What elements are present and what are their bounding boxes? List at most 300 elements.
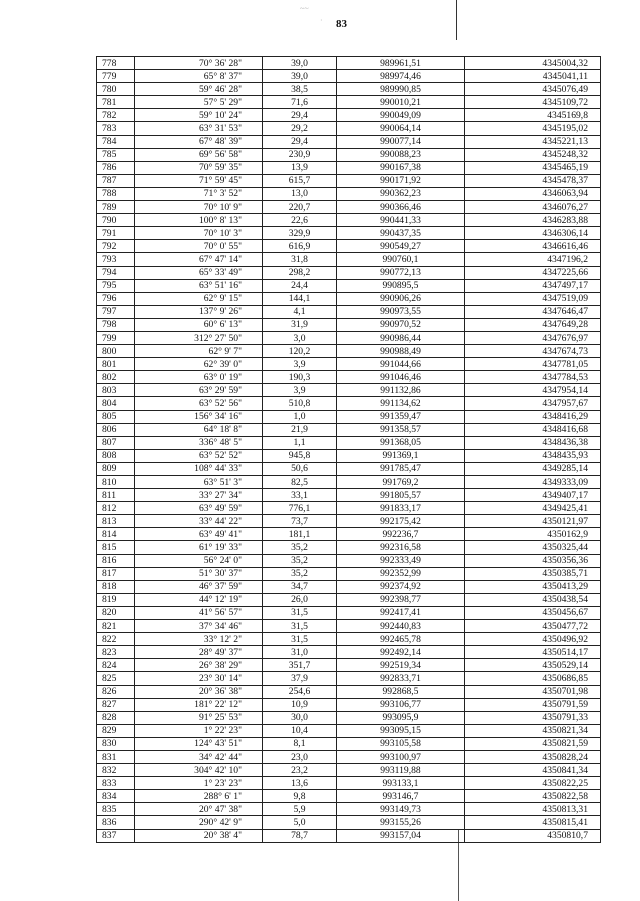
- y-coordinate-cell: 4347781,05: [465, 358, 601, 371]
- bearing-angle-cell: 108° 44' 33": [135, 462, 263, 475]
- bearing-angle-cell: 64° 18' 8": [135, 423, 263, 436]
- y-coordinate-cell: 4350413,29: [465, 580, 601, 593]
- y-coordinate-cell: 4350822,25: [465, 777, 601, 790]
- y-coordinate-cell: 4350686,85: [465, 672, 601, 685]
- x-coordinate-cell: 991368,05: [337, 436, 465, 449]
- y-coordinate-cell: 4350325,44: [465, 541, 601, 554]
- table-row: [97, 685, 601, 698]
- table-row: [97, 790, 601, 803]
- point-number-cell: 803: [97, 384, 135, 397]
- bearing-angle-cell: 20° 36' 38": [135, 685, 263, 698]
- y-coordinate-cell: 4345109,72: [465, 96, 601, 109]
- table-row: [97, 567, 601, 580]
- table-row: [97, 580, 601, 593]
- table-row: [97, 449, 601, 462]
- x-coordinate-cell: 990988,49: [337, 345, 465, 358]
- y-coordinate-cell: 4350821,59: [465, 737, 601, 750]
- point-number-cell: 823: [97, 646, 135, 659]
- bearing-angle-cell: 63° 51' 16": [135, 279, 263, 292]
- x-coordinate-cell: 990010,21: [337, 96, 465, 109]
- distance-cell: 38,5: [263, 83, 337, 96]
- bearing-angle-cell: 70° 59' 35": [135, 161, 263, 174]
- distance-cell: 26,0: [263, 593, 337, 606]
- point-number-cell: 806: [97, 423, 135, 436]
- point-number-cell: 836: [97, 816, 135, 829]
- coordinate-table: [96, 56, 601, 843]
- table-row: [97, 737, 601, 750]
- point-number-cell: 827: [97, 698, 135, 711]
- bearing-angle-cell: 60° 6' 13": [135, 318, 263, 331]
- point-number-cell: 800: [97, 345, 135, 358]
- bearing-angle-cell: 33° 27' 34": [135, 489, 263, 502]
- table-row: [97, 240, 601, 253]
- x-coordinate-cell: 991833,17: [337, 502, 465, 515]
- distance-cell: 945,8: [263, 449, 337, 462]
- y-coordinate-cell: 4350514,17: [465, 646, 601, 659]
- point-number-cell: 797: [97, 305, 135, 318]
- x-coordinate-cell: 992492,14: [337, 646, 465, 659]
- x-coordinate-cell: 991359,47: [337, 410, 465, 423]
- y-coordinate-cell: 4350496,92: [465, 633, 601, 646]
- x-coordinate-cell: 993105,58: [337, 737, 465, 750]
- bearing-angle-cell: 70° 36' 28": [135, 57, 263, 70]
- point-number-cell: 790: [97, 214, 135, 227]
- x-coordinate-cell: 993155,26: [337, 816, 465, 829]
- x-coordinate-cell: 990986,44: [337, 331, 465, 344]
- table-row: [97, 803, 601, 816]
- point-number-cell: 808: [97, 449, 135, 462]
- distance-cell: 29,4: [263, 135, 337, 148]
- y-coordinate-cell: 4345041,11: [465, 70, 601, 83]
- distance-cell: 144,1: [263, 292, 337, 305]
- table-row: [97, 476, 601, 489]
- point-number-cell: 820: [97, 606, 135, 619]
- x-coordinate-cell: 990437,35: [337, 227, 465, 240]
- x-coordinate-cell: 990772,13: [337, 266, 465, 279]
- table-row: [97, 227, 601, 240]
- y-coordinate-cell: 4347649,28: [465, 318, 601, 331]
- x-coordinate-cell: 993146,7: [337, 790, 465, 803]
- table-row: [97, 764, 601, 777]
- bearing-angle-cell: 59° 46' 28": [135, 83, 263, 96]
- bearing-angle-cell: 63° 49' 59": [135, 502, 263, 515]
- table-row: [97, 750, 601, 763]
- bearing-angle-cell: 62° 39' 0": [135, 358, 263, 371]
- coordinate-table-body: [97, 57, 601, 843]
- point-number-cell: 810: [97, 476, 135, 489]
- bearing-angle-cell: 1° 23' 23": [135, 777, 263, 790]
- y-coordinate-cell: 4345248,32: [465, 148, 601, 161]
- point-number-cell: 804: [97, 397, 135, 410]
- y-coordinate-cell: 4350813,31: [465, 803, 601, 816]
- table-row: [97, 57, 601, 70]
- point-number-cell: 807: [97, 436, 135, 449]
- distance-cell: 31,8: [263, 253, 337, 266]
- point-number-cell: 831: [97, 750, 135, 763]
- table-row: [97, 384, 601, 397]
- y-coordinate-cell: 4350791,59: [465, 698, 601, 711]
- bearing-angle-cell: 63° 52' 52": [135, 449, 263, 462]
- bearing-angle-cell: 23° 30' 14": [135, 672, 263, 685]
- point-number-cell: 802: [97, 371, 135, 384]
- point-number-cell: 814: [97, 528, 135, 541]
- page-number: 83: [336, 18, 347, 30]
- y-coordinate-cell: 4350810,7: [465, 829, 601, 842]
- y-coordinate-cell: 4345221,13: [465, 135, 601, 148]
- distance-cell: 9,8: [263, 790, 337, 803]
- y-coordinate-cell: 4350477,72: [465, 620, 601, 633]
- table-row: [97, 633, 601, 646]
- scan-artifact-mark: ·: [320, 16, 323, 25]
- bearing-angle-cell: 124° 43' 51": [135, 737, 263, 750]
- y-coordinate-cell: 4345004,32: [465, 57, 601, 70]
- point-number-cell: 825: [97, 672, 135, 685]
- distance-cell: 31,5: [263, 620, 337, 633]
- y-coordinate-cell: 4347784,53: [465, 371, 601, 384]
- point-number-cell: 809: [97, 462, 135, 475]
- x-coordinate-cell: 992236,7: [337, 528, 465, 541]
- point-number-cell: 818: [97, 580, 135, 593]
- table-row: [97, 816, 601, 829]
- point-number-cell: 829: [97, 724, 135, 737]
- distance-cell: 50,6: [263, 462, 337, 475]
- y-coordinate-cell: 4350121,97: [465, 515, 601, 528]
- bearing-angle-cell: 62° 9' 7": [135, 345, 263, 358]
- distance-cell: 23,0: [263, 750, 337, 763]
- x-coordinate-cell: 991369,1: [337, 449, 465, 462]
- table-row: [97, 305, 601, 318]
- distance-cell: 298,2: [263, 266, 337, 279]
- point-number-cell: 830: [97, 737, 135, 750]
- table-row: [97, 397, 601, 410]
- y-coordinate-cell: 4347519,09: [465, 292, 601, 305]
- x-coordinate-cell: 990441,33: [337, 214, 465, 227]
- point-number-cell: 778: [97, 57, 135, 70]
- bearing-angle-cell: 20° 47' 38": [135, 803, 263, 816]
- distance-cell: 37,9: [263, 672, 337, 685]
- distance-cell: 254,6: [263, 685, 337, 698]
- point-number-cell: 834: [97, 790, 135, 803]
- table-row: [97, 201, 601, 214]
- y-coordinate-cell: 4345195,02: [465, 122, 601, 135]
- table-row: [97, 214, 601, 227]
- distance-cell: 5,0: [263, 816, 337, 829]
- x-coordinate-cell: 993133,1: [337, 777, 465, 790]
- x-coordinate-cell: 991358,57: [337, 423, 465, 436]
- bearing-angle-cell: 67° 48' 39": [135, 135, 263, 148]
- bearing-angle-cell: 288° 6' 1": [135, 790, 263, 803]
- point-number-cell: 811: [97, 489, 135, 502]
- point-number-cell: 835: [97, 803, 135, 816]
- x-coordinate-cell: 993095,15: [337, 724, 465, 737]
- x-coordinate-cell: 990362,23: [337, 187, 465, 200]
- x-coordinate-cell: 992333,49: [337, 554, 465, 567]
- y-coordinate-cell: 4348436,38: [465, 436, 601, 449]
- y-coordinate-cell: 4350456,67: [465, 606, 601, 619]
- point-number-cell: 792: [97, 240, 135, 253]
- distance-cell: 31,0: [263, 646, 337, 659]
- point-number-cell: 793: [97, 253, 135, 266]
- y-coordinate-cell: 4350529,14: [465, 659, 601, 672]
- distance-cell: 329,9: [263, 227, 337, 240]
- bearing-angle-cell: 65° 8' 37": [135, 70, 263, 83]
- x-coordinate-cell: 993100,97: [337, 750, 465, 763]
- bearing-angle-cell: 33° 12' 2": [135, 633, 263, 646]
- x-coordinate-cell: 993119,88: [337, 764, 465, 777]
- x-coordinate-cell: 991769,2: [337, 476, 465, 489]
- bearing-angle-cell: 70° 10' 3": [135, 227, 263, 240]
- table-row: [97, 711, 601, 724]
- point-number-cell: 801: [97, 358, 135, 371]
- table-row: [97, 345, 601, 358]
- x-coordinate-cell: 990049,09: [337, 109, 465, 122]
- bearing-angle-cell: 44° 12' 19": [135, 593, 263, 606]
- distance-cell: 8,1: [263, 737, 337, 750]
- distance-cell: 13,0: [263, 187, 337, 200]
- point-number-cell: 798: [97, 318, 135, 331]
- point-number-cell: 828: [97, 711, 135, 724]
- x-coordinate-cell: 990088,23: [337, 148, 465, 161]
- table-row: [97, 253, 601, 266]
- table-row: [97, 659, 601, 672]
- x-coordinate-cell: 990973,55: [337, 305, 465, 318]
- y-coordinate-cell: 4350438,54: [465, 593, 601, 606]
- bearing-angle-cell: 63° 0' 19": [135, 371, 263, 384]
- bearing-angle-cell: 69° 56' 58": [135, 148, 263, 161]
- table-row: [97, 70, 601, 83]
- y-coordinate-cell: 4347225,66: [465, 266, 601, 279]
- bearing-angle-cell: 59° 10' 24": [135, 109, 263, 122]
- y-coordinate-cell: 4347954,14: [465, 384, 601, 397]
- point-number-cell: 783: [97, 122, 135, 135]
- table-row: [97, 554, 601, 567]
- bearing-angle-cell: 156° 34' 16": [135, 410, 263, 423]
- x-coordinate-cell: 990549,27: [337, 240, 465, 253]
- x-coordinate-cell: 992440,83: [337, 620, 465, 633]
- x-coordinate-cell: 989990,85: [337, 83, 465, 96]
- point-number-cell: 791: [97, 227, 135, 240]
- bearing-angle-cell: 304° 42' 10": [135, 764, 263, 777]
- point-number-cell: 799: [97, 331, 135, 344]
- bearing-angle-cell: 57° 5' 29": [135, 96, 263, 109]
- y-coordinate-cell: 4345076,49: [465, 83, 601, 96]
- bearing-angle-cell: 37° 34' 46": [135, 620, 263, 633]
- table-row: [97, 96, 601, 109]
- x-coordinate-cell: 992374,92: [337, 580, 465, 593]
- point-number-cell: 795: [97, 279, 135, 292]
- point-number-cell: 817: [97, 567, 135, 580]
- distance-cell: 3,0: [263, 331, 337, 344]
- bearing-angle-cell: 41° 56' 57": [135, 606, 263, 619]
- point-number-cell: 812: [97, 502, 135, 515]
- bearing-angle-cell: 63° 29' 59": [135, 384, 263, 397]
- distance-cell: 78,7: [263, 829, 337, 842]
- x-coordinate-cell: 992868,5: [337, 685, 465, 698]
- point-number-cell: 780: [97, 83, 135, 96]
- bearing-angle-cell: 26° 38' 29": [135, 659, 263, 672]
- scan-artifact-mark: ~~: [300, 4, 309, 13]
- x-coordinate-cell: 992833,71: [337, 672, 465, 685]
- y-coordinate-cell: 4347674,73: [465, 345, 601, 358]
- distance-cell: 33,1: [263, 489, 337, 502]
- distance-cell: 39,0: [263, 57, 337, 70]
- table-row: [97, 331, 601, 344]
- y-coordinate-cell: 4349333,09: [465, 476, 601, 489]
- point-number-cell: 788: [97, 187, 135, 200]
- bearing-angle-cell: 70° 0' 55": [135, 240, 263, 253]
- x-coordinate-cell: 993149,73: [337, 803, 465, 816]
- distance-cell: 10,9: [263, 698, 337, 711]
- bearing-angle-cell: 63° 51' 3": [135, 476, 263, 489]
- x-coordinate-cell: 990167,38: [337, 161, 465, 174]
- x-coordinate-cell: 993095,9: [337, 711, 465, 724]
- table-row: [97, 109, 601, 122]
- distance-cell: 1,1: [263, 436, 337, 449]
- distance-cell: 3,9: [263, 358, 337, 371]
- distance-cell: 220,7: [263, 201, 337, 214]
- x-coordinate-cell: 991134,62: [337, 397, 465, 410]
- table-row: [97, 318, 601, 331]
- bearing-angle-cell: 65° 33' 49": [135, 266, 263, 279]
- x-coordinate-cell: 989961,51: [337, 57, 465, 70]
- y-coordinate-cell: 4350791,33: [465, 711, 601, 724]
- y-coordinate-cell: 4348416,29: [465, 410, 601, 423]
- table-row: [97, 122, 601, 135]
- point-number-cell: 787: [97, 174, 135, 187]
- x-coordinate-cell: 993157,04: [337, 829, 465, 842]
- distance-cell: 29,4: [263, 109, 337, 122]
- y-coordinate-cell: 4349425,41: [465, 502, 601, 515]
- y-coordinate-cell: 4350385,71: [465, 567, 601, 580]
- distance-cell: 10,4: [263, 724, 337, 737]
- point-number-cell: 816: [97, 554, 135, 567]
- distance-cell: 82,5: [263, 476, 337, 489]
- x-coordinate-cell: 992417,41: [337, 606, 465, 619]
- point-number-cell: 784: [97, 135, 135, 148]
- bearing-angle-cell: 56° 24' 0": [135, 554, 263, 567]
- y-coordinate-cell: 4346306,14: [465, 227, 601, 240]
- table-row: [97, 515, 601, 528]
- table-row: [97, 135, 601, 148]
- bearing-angle-cell: 61° 19' 33": [135, 541, 263, 554]
- bearing-angle-cell: 63° 31' 53": [135, 122, 263, 135]
- table-row: [97, 174, 601, 187]
- distance-cell: 13,6: [263, 777, 337, 790]
- distance-cell: 34,7: [263, 580, 337, 593]
- distance-cell: 13,9: [263, 161, 337, 174]
- y-coordinate-cell: 4349407,17: [465, 489, 601, 502]
- bearing-angle-cell: 34° 42' 44": [135, 750, 263, 763]
- distance-cell: 30,0: [263, 711, 337, 724]
- x-coordinate-cell: 992465,78: [337, 633, 465, 646]
- y-coordinate-cell: 4346616,46: [465, 240, 601, 253]
- bearing-angle-cell: 46° 37' 59": [135, 580, 263, 593]
- table-row: [97, 187, 601, 200]
- distance-cell: 3,9: [263, 384, 337, 397]
- point-number-cell: 837: [97, 829, 135, 842]
- y-coordinate-cell: 4346076,27: [465, 201, 601, 214]
- table-row: [97, 371, 601, 384]
- table-row: [97, 724, 601, 737]
- bearing-angle-cell: 100° 8' 13": [135, 214, 263, 227]
- bearing-angle-cell: 70° 10' 9": [135, 201, 263, 214]
- point-number-cell: 805: [97, 410, 135, 423]
- y-coordinate-cell: 4350162,9: [465, 528, 601, 541]
- y-coordinate-cell: 4350841,34: [465, 764, 601, 777]
- scan-binding-line-top: [456, 0, 457, 40]
- x-coordinate-cell: 991132,86: [337, 384, 465, 397]
- bearing-angle-cell: 33° 44' 22": [135, 515, 263, 528]
- distance-cell: 1,0: [263, 410, 337, 423]
- distance-cell: 31,5: [263, 633, 337, 646]
- x-coordinate-cell: 990171,92: [337, 174, 465, 187]
- y-coordinate-cell: 4350821,34: [465, 724, 601, 737]
- point-number-cell: 794: [97, 266, 135, 279]
- point-number-cell: 779: [97, 70, 135, 83]
- y-coordinate-cell: 4346283,88: [465, 214, 601, 227]
- table-row: [97, 358, 601, 371]
- y-coordinate-cell: 4349285,14: [465, 462, 601, 475]
- x-coordinate-cell: 990906,26: [337, 292, 465, 305]
- table-row: [97, 279, 601, 292]
- x-coordinate-cell: 992519,34: [337, 659, 465, 672]
- distance-cell: 73,7: [263, 515, 337, 528]
- bearing-angle-cell: 71° 59' 45": [135, 174, 263, 187]
- point-number-cell: 781: [97, 96, 135, 109]
- table-row: [97, 829, 601, 842]
- table-row: [97, 148, 601, 161]
- y-coordinate-cell: 4348416,68: [465, 423, 601, 436]
- bearing-angle-cell: 62° 9' 15": [135, 292, 263, 305]
- distance-cell: 35,2: [263, 567, 337, 580]
- table-row: [97, 83, 601, 96]
- table-row: [97, 541, 601, 554]
- table-row: [97, 672, 601, 685]
- table-row: [97, 436, 601, 449]
- y-coordinate-cell: 4348435,93: [465, 449, 601, 462]
- table-row: [97, 620, 601, 633]
- distance-cell: 510,8: [263, 397, 337, 410]
- bearing-angle-cell: 67° 47' 14": [135, 253, 263, 266]
- bearing-angle-cell: 20° 38' 4": [135, 829, 263, 842]
- x-coordinate-cell: 991046,46: [337, 371, 465, 384]
- y-coordinate-cell: 4350822,58: [465, 790, 601, 803]
- point-number-cell: 824: [97, 659, 135, 672]
- point-number-cell: 785: [97, 148, 135, 161]
- x-coordinate-cell: 993106,77: [337, 698, 465, 711]
- distance-cell: 21,9: [263, 423, 337, 436]
- bearing-angle-cell: 91° 25' 53": [135, 711, 263, 724]
- x-coordinate-cell: 989974,46: [337, 70, 465, 83]
- distance-cell: 181,1: [263, 528, 337, 541]
- point-number-cell: 796: [97, 292, 135, 305]
- x-coordinate-cell: 990077,14: [337, 135, 465, 148]
- distance-cell: 616,9: [263, 240, 337, 253]
- bearing-angle-cell: 290° 42' 9": [135, 816, 263, 829]
- x-coordinate-cell: 990970,52: [337, 318, 465, 331]
- x-coordinate-cell: 990895,5: [337, 279, 465, 292]
- point-number-cell: 782: [97, 109, 135, 122]
- x-coordinate-cell: 992316,58: [337, 541, 465, 554]
- bearing-angle-cell: 71° 3' 52": [135, 187, 263, 200]
- distance-cell: 31,5: [263, 606, 337, 619]
- table-row: [97, 777, 601, 790]
- y-coordinate-cell: 4347957,67: [465, 397, 601, 410]
- table-row: [97, 266, 601, 279]
- y-coordinate-cell: 4347646,47: [465, 305, 601, 318]
- point-number-cell: 815: [97, 541, 135, 554]
- distance-cell: 39,0: [263, 70, 337, 83]
